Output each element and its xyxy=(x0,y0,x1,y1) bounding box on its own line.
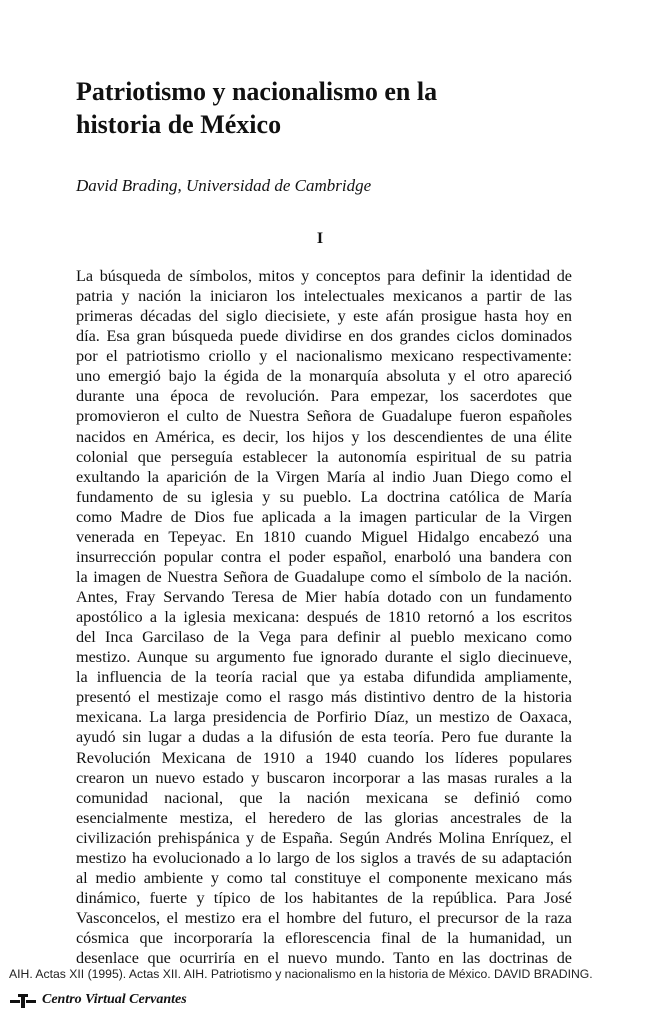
body-line: insurrección popular contra el poder español, enarboló una bandera con xyxy=(76,547,572,566)
body-line: al medio ambiente y como tal constituye el componente mexicano más xyxy=(76,868,572,887)
body-line: Revolución Mexicana de 1910 a 1940 cuando los líderes populares xyxy=(76,748,572,767)
body-line: Vasconcelos, el mestizo era el hombre del futuro, el precursor de la raza xyxy=(76,909,572,927)
body-line: por el patriotismo criollo y el nacionalismo mexicano respectivamente: xyxy=(76,347,572,366)
body-line: uno emergió bajo la égida de la monarquía absoluta y el otro apareció xyxy=(76,367,572,386)
body-line: día. Esa gran búsqueda puede dividirse en dos grandes ciclos dominados xyxy=(76,327,572,346)
body-line: exultando la aparición de la Virgen María al indio Juan Diego como el xyxy=(76,467,572,486)
body-line: promovieron el culto de Nuestra Señora de Guadalupe fueron españoles xyxy=(76,407,572,426)
body-line: apostólico a la iglesia mexicana: después de 1810 retornó a los escritos xyxy=(76,608,572,627)
body-line: primeras décadas del siglo diecisiete, y este afán prosigue hasta hoy en xyxy=(76,307,572,326)
body-line: comunidad nacional, que la nación mexicana se definió como xyxy=(76,788,572,807)
section-number: I xyxy=(316,230,324,247)
body-line: nacidos en América, es decir, los hijos y los descendientes de una élite xyxy=(76,427,572,446)
brand-name: Centro Virtual Cervantes xyxy=(42,992,187,1007)
body-line: colonial que perseguía establecer la autonomía espiritual de su patria xyxy=(76,447,572,466)
body-line: civilización prehispánica y de España. Según Andrés Molina Enríquez, el xyxy=(76,828,572,847)
body-line: mestizo ha evolucionado a lo largo de los siglos a través de su adaptación xyxy=(76,848,572,867)
body-line: como Madre de Dios fue aplicada a la imagen particular de la Virgen xyxy=(76,507,572,526)
body-line: del Inca Garcilaso de la Vega para definir al pueblo mexicano como xyxy=(76,628,572,647)
footer-citation: AIH. Actas XII (1995). Actas XII. AIH. Patriotismo y nacionalismo en la historia de México. DAVID BRADING. xyxy=(9,967,593,981)
cervantes-logo-icon xyxy=(10,992,36,1008)
body-line: mestizo. Aunque su argumento fue ignorado durante el siglo diecinueve, xyxy=(76,648,572,667)
body-line: Antes, Fray Servando Teresa de Mier había dotado con un fundamento xyxy=(76,588,572,606)
body-line: crearon un nuevo estado y buscaron incorporar a las masas rurales a la xyxy=(76,768,572,787)
body-line: patria y nación la iniciaron los intelectuales mexicanos a partir de las xyxy=(76,287,572,306)
body-line: ayudó sin lugar a dudas a la difusión de esta teoría. Pero fue durante la xyxy=(76,728,572,747)
brand-link[interactable] xyxy=(10,990,187,1010)
body-line: desenlace que ocurriría en el nuevo mundo. Tanto en las doctrinas de xyxy=(76,949,572,968)
body-line: la influencia de la teoría racial que ya estaba difundida ampliamente, xyxy=(76,668,572,687)
body-line: dinámico, fuerte y típico de los habitantes de la república. Para José xyxy=(76,888,572,907)
body-line: durante una época de revolución. Para empezar, los sacerdotes que xyxy=(76,387,572,406)
author-line: David Brading, Universidad de Cambridge xyxy=(76,176,372,195)
body-line: esencialmente mestiza, el heredero de las glorias ancestrales de la xyxy=(76,808,572,827)
body-line: cósmica que incorporaría la eflorescencia final de la humanidad, un xyxy=(76,929,572,948)
body-line: la imagen de Nuestra Señora de Guadalupe como el símbolo de la nación. xyxy=(76,567,572,586)
body-line: mexicana. La larga presidencia de Porfirio Díaz, un mestizo de Oaxaca, xyxy=(76,708,572,727)
article-title xyxy=(76,75,596,141)
body-line: presentó el mestizaje como el rasgo más distintivo dentro de la historia xyxy=(76,688,572,707)
title-line-1: Patriotismo y nacionalismo en la xyxy=(76,77,438,106)
body-line: fundamento de su iglesia y su pueblo. La doctrina católica de María xyxy=(76,487,572,506)
body-line: La búsqueda de símbolos, mitos y conceptos para definir la identidad de xyxy=(76,267,572,285)
body-paragraph xyxy=(76,266,572,968)
body-line: venerada en Tepeyac. En 1810 cuando Miguel Hidalgo encabezó una xyxy=(76,527,572,546)
title-line-2: historia de México xyxy=(76,110,282,139)
